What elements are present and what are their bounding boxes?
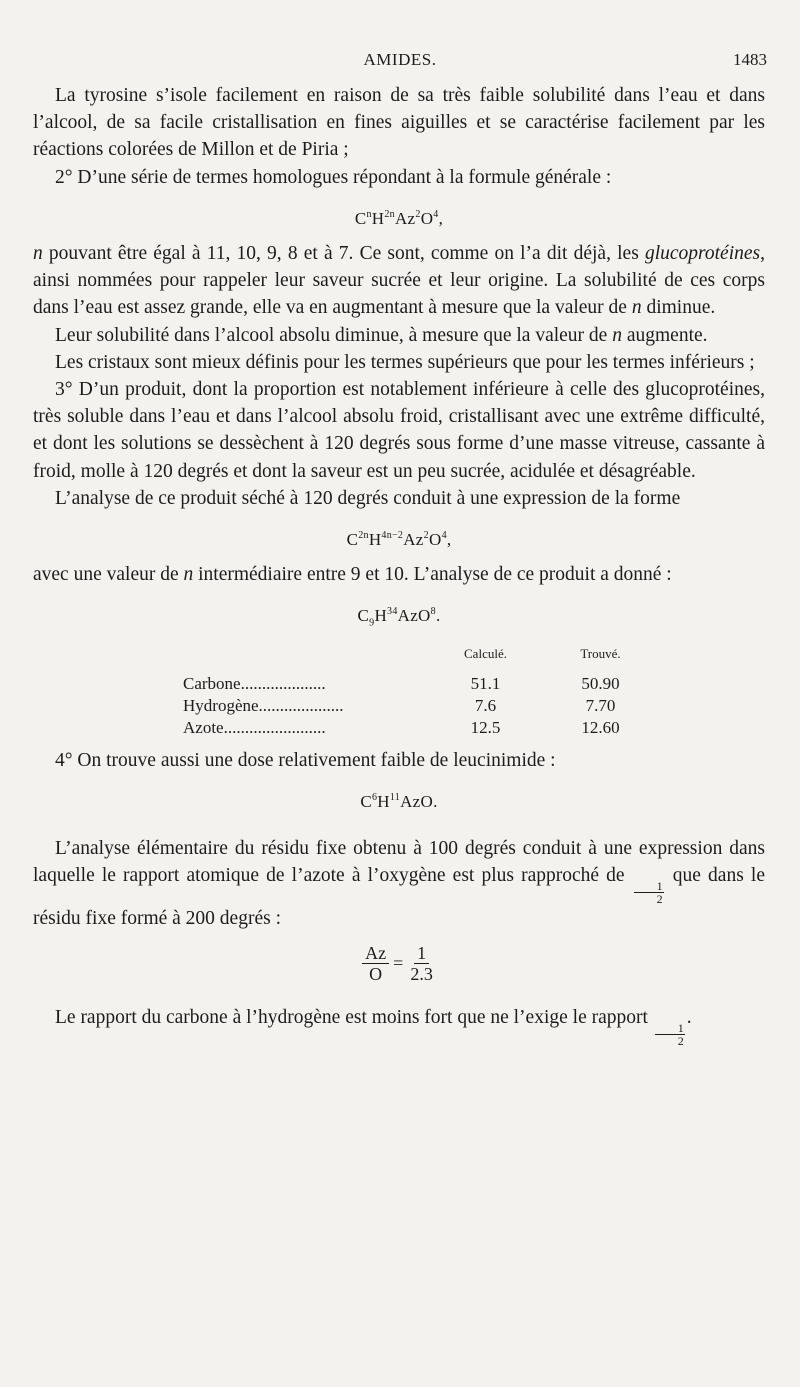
paragraph-glucoproteines: n pouvant être égal à 11, 10, 9, 8 et à 7. Ce sont, comme on l’a dit déjà, les glucoprotéines, ainsi nommées pour rappeler leur saveur sucrée et leur origine. La solubilité de ces corps dans l’eau est assez grande, elle va en augmentant à mesure que la valeur de n diminue. (33, 243, 765, 319)
table-row (183, 673, 658, 695)
formula-product: $C^{2n}H^{4n-2}Az^2O^4$, (346, 530, 452, 550)
calc-value: 51.1 (470, 673, 501, 693)
paragraph-series-intro: 2° D’une série de termes homologues répondant à la formule générale : (55, 166, 612, 188)
paragraph-third-product: 3° D’un produit, dont la proportion est notablement inférieure à celle des glucoprotéines, très soluble dans l’eau et dans l’alcool absolu froid, cristallisant avec une extrême difficulté, et dont les solutions se dessèchent à 120 degrés sous forme d’une masse vitreuse, cassante à froid, molle à 120 degrés et dont la saveur est un peu sucrée, acidulée et désagréable. (33, 379, 765, 482)
formula-analysis: $C_9H^{34}AzO^8$. (357, 606, 441, 629)
paragraph-solubility-alcohol: Leur solubilité dans l’alcool absolu diminue, à mesure que la valeur de n augmente. (55, 324, 708, 346)
paragraph-crystals: Les cristaux sont mieux définis pour les termes supérieurs que pour les termes inférieurs ; (55, 351, 755, 373)
page-body (33, 82, 765, 1047)
analysis-table (183, 640, 658, 739)
paragraph-tyrosine: La tyrosine s’isole facilement en raison de sa très faible solubilité dans l’eau et dans l’alcool, de sa facile cristallisation en fines aiguilles et se caractérise facilement par les réactions colorées de Millon et de Piria ; (33, 85, 765, 161)
row-label: Hydrogène.................... (183, 695, 344, 715)
column-header-trouve: Trouvé. (580, 645, 621, 661)
found-value: 7.70 (585, 695, 616, 715)
found-value: 50.90 (581, 673, 620, 693)
paragraph-carbon-hydrogen: Le rapport du carbone à l’hydrogène est moins fort que ne l’exige le rapport $\frac{1}{2}$ . (55, 1006, 692, 1048)
calc-value: 7.6 (474, 695, 497, 715)
fraction-one-half: $\frac{1}{2}$ (655, 1022, 685, 1047)
page-number: 1483 (733, 50, 767, 69)
table-row (183, 717, 658, 739)
found-value: 12.60 (581, 717, 620, 737)
paragraph-n-value: avec une valeur de n intermédiaire entre 9 et 10. L’analyse de ce produit a donné : (33, 564, 672, 586)
paragraph-elemental-analysis: L’analyse élémentaire du résidu fixe obtenu à 100 degrés conduit à une expression dans laquelle le rapport atomique de l’azote à l’oxygène est plus rapproché de $\frac{1}{2}$ que dans le résidu fixe formé à 200 degrés : (33, 838, 765, 930)
running-title: AMIDES. (363, 50, 437, 69)
formula-leucinimide: $C^6H^{11}AzO$. (360, 792, 438, 812)
formula-general: $C^nH^{2n}Az^2O^4$, (354, 208, 444, 228)
column-header-calcule: Calculé. (464, 645, 507, 661)
fraction-one-half: $\frac{1}{2}$ (634, 880, 664, 905)
table-row (183, 695, 658, 717)
row-label: Carbone.................... (183, 673, 326, 693)
paragraph-analysis-intro: L’analyse de ce produit séché à 120 degrés conduit à une expression de la forme (55, 487, 681, 509)
ratio-equation: $\frac{Az}{O}$ = $\frac{1}{2.3}$ (33, 943, 765, 984)
row-label: Azote........................ (183, 717, 326, 737)
page-header (0, 50, 800, 74)
calc-value: 12.5 (470, 717, 501, 737)
paragraph-leucinimide: 4° On trouve aussi une dose relativement faible de leucinimide : (55, 749, 556, 771)
